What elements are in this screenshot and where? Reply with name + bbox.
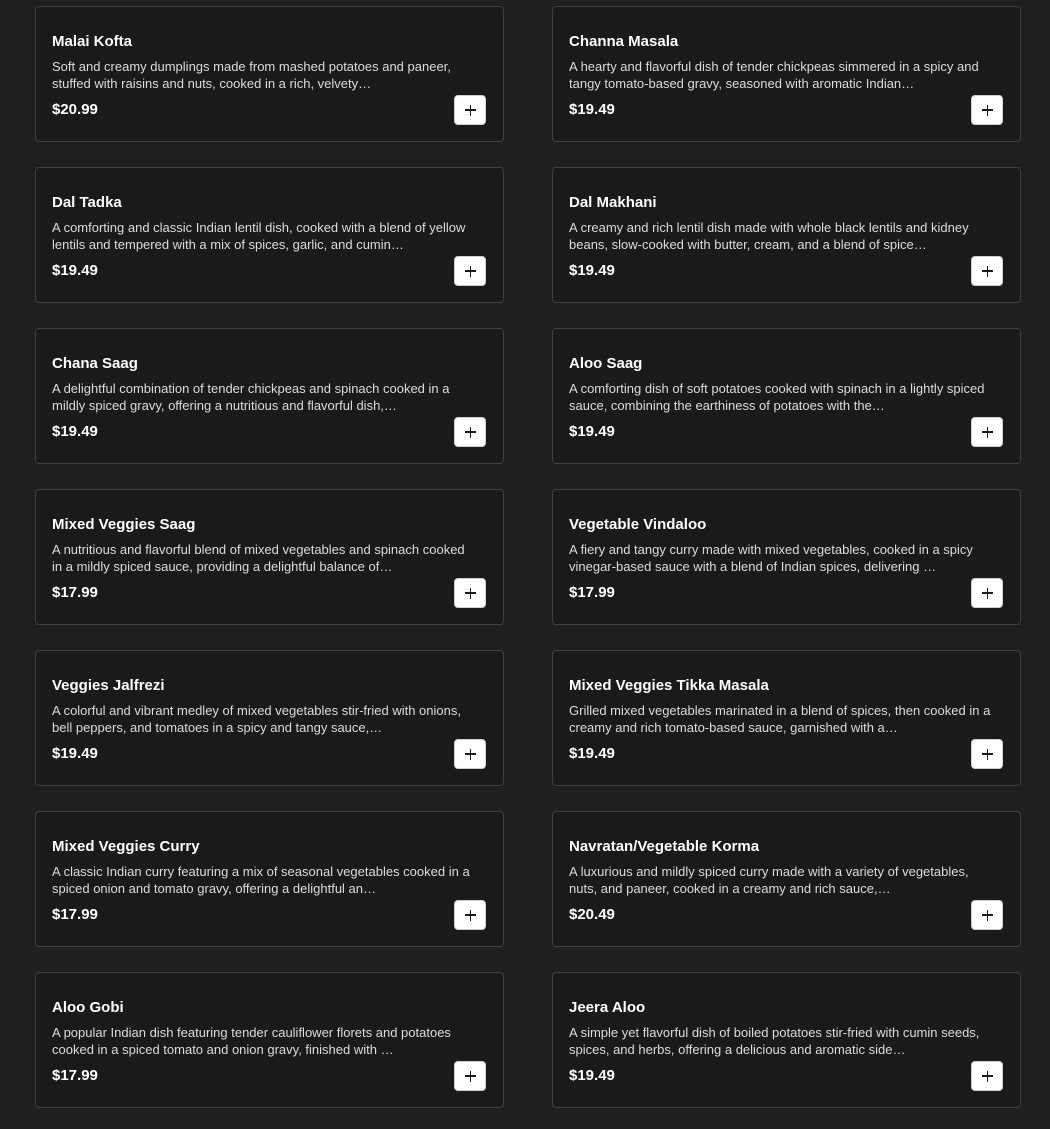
menu-item-card[interactable] — [35, 6, 504, 142]
plus-icon — [982, 1071, 993, 1082]
plus-icon — [465, 749, 476, 760]
menu-item-price: $19.49 — [569, 262, 615, 279]
menu-item-price: $17.99 — [52, 584, 98, 601]
menu-item-card[interactable] — [552, 650, 1021, 786]
menu-item-name: Malai Kofta — [52, 33, 133, 50]
menu-item-name: Channa Masala — [569, 33, 679, 50]
plus-icon — [465, 427, 476, 438]
menu-item-card[interactable] — [35, 650, 504, 786]
add-to-cart-button[interactable] — [454, 256, 486, 286]
menu-item-description: A colorful and vibrant medley of mixed vegetables stir-fried with onions, bell peppers, and tomatoes in a spicy and tangy sauce,… — [52, 703, 461, 735]
menu-item-price: $19.49 — [569, 423, 615, 440]
menu-item-description: A simple yet flavorful dish of boiled potatoes stir-fried with cumin seeds, spices, and herbs, offering a delicious and aromatic side… — [569, 1025, 980, 1057]
menu-item-description: A classic Indian curry featuring a mix of seasonal vegetables cooked in a spiced onion and tomato gravy, offering a delightful an… — [52, 864, 470, 896]
menu-item-name: Veggies Jalfrezi — [52, 677, 165, 694]
plus-icon — [982, 910, 993, 921]
plus-icon — [982, 105, 993, 116]
plus-icon — [982, 266, 993, 277]
add-to-cart-button[interactable] — [454, 900, 486, 930]
plus-icon — [465, 105, 476, 116]
plus-icon — [465, 1071, 476, 1082]
menu-item-name: Jeera Aloo — [569, 999, 646, 1016]
menu-item-description: A fiery and tangy curry made with mixed vegetables, cooked in a spicy vinegar-based sauce with a blend of Indian spices, delivering … — [569, 542, 973, 574]
menu-item-card[interactable] — [35, 811, 504, 947]
add-to-cart-button[interactable] — [454, 1061, 486, 1091]
menu-item-card[interactable] — [552, 489, 1021, 625]
add-to-cart-button[interactable] — [454, 95, 486, 125]
menu-item-description: A delightful combination of tender chickpeas and spinach cooked in a mildly spiced gravy, offering a nutritious and flavorful dish,… — [52, 381, 450, 413]
menu-item-description: Grilled mixed vegetables marinated in a blend of spices, then cooked in a creamy and rich tomato-based sauce, garnished with a… — [569, 703, 991, 735]
menu-item-card[interactable] — [35, 972, 504, 1108]
add-to-cart-button[interactable] — [971, 739, 1003, 769]
menu-item-card[interactable] — [35, 489, 504, 625]
menu-item-price: $20.49 — [569, 906, 615, 923]
plus-icon — [465, 910, 476, 921]
menu-item-card[interactable] — [552, 811, 1021, 947]
menu-item-card[interactable] — [552, 972, 1021, 1108]
menu-item-description: A luxurious and mildly spiced curry made with a variety of vegetables, nuts, and paneer, cooked in a creamy and rich sauce,… — [569, 864, 969, 896]
menu-item-price: $19.49 — [52, 262, 98, 279]
plus-icon — [465, 266, 476, 277]
menu-item-name: Mixed Veggies Saag — [52, 516, 196, 533]
menu-item-card[interactable] — [35, 167, 504, 303]
menu-item-card[interactable] — [552, 328, 1021, 464]
menu-item-description: A nutritious and flavorful blend of mixed vegetables and spinach cooked in a mildly spiced sauce, providing a delightful balance of… — [52, 542, 465, 574]
menu-item-description: A popular Indian dish featuring tender cauliflower florets and potatoes cooked in a spiced tomato and onion gravy, finished with … — [52, 1025, 451, 1057]
menu-item-name: Mixed Veggies Curry — [52, 838, 200, 855]
menu-item-price: $19.49 — [569, 745, 615, 762]
menu-item-price: $19.49 — [569, 101, 615, 118]
plus-icon — [465, 588, 476, 599]
menu-item-price: $17.99 — [569, 584, 615, 601]
menu-item-description: A creamy and rich lentil dish made with whole black lentils and kidney beans, slow-cooked with butter, cream, and a blend of spice… — [569, 220, 969, 252]
menu-item-name: Aloo Gobi — [52, 999, 124, 1016]
menu-item-card[interactable] — [552, 167, 1021, 303]
add-to-cart-button[interactable] — [454, 417, 486, 447]
menu-item-price: $19.49 — [52, 745, 98, 762]
add-to-cart-button[interactable] — [971, 95, 1003, 125]
add-to-cart-button[interactable] — [971, 578, 1003, 608]
menu-item-description: A hearty and flavorful dish of tender chickpeas simmered in a spicy and tangy tomato-based gravy, seasoned with aromatic Indian… — [569, 59, 979, 91]
menu-item-price: $19.49 — [52, 423, 98, 440]
menu-item-price: $19.49 — [569, 1067, 615, 1084]
menu-item-price: $17.99 — [52, 906, 98, 923]
menu-item-price: $20.99 — [52, 101, 98, 118]
menu-item-name: Chana Saag — [52, 355, 138, 372]
menu-item-name: Dal Makhani — [569, 194, 657, 211]
add-to-cart-button[interactable] — [454, 578, 486, 608]
plus-icon — [982, 588, 993, 599]
menu-item-card[interactable] — [552, 6, 1021, 142]
menu-item-name: Aloo Saag — [569, 355, 643, 372]
menu-item-name: Navratan/Vegetable Korma — [569, 838, 760, 855]
plus-icon — [982, 427, 993, 438]
menu-item-name: Mixed Veggies Tikka Masala — [569, 677, 769, 694]
menu-item-card[interactable] — [35, 328, 504, 464]
add-to-cart-button[interactable] — [971, 1061, 1003, 1091]
plus-icon — [982, 749, 993, 760]
menu-item-description: Soft and creamy dumplings made from mashed potatoes and paneer, stuffed with raisins and nuts, cooked in a rich, velvety… — [52, 59, 451, 91]
add-to-cart-button[interactable] — [971, 417, 1003, 447]
menu-item-description: A comforting and classic Indian lentil dish, cooked with a blend of yellow lentils and tempered with a mix of spices, garlic, and cumin… — [52, 220, 466, 252]
add-to-cart-button[interactable] — [971, 900, 1003, 930]
add-to-cart-button[interactable] — [454, 739, 486, 769]
menu-item-price: $17.99 — [52, 1067, 98, 1084]
menu-item-name: Dal Tadka — [52, 194, 122, 211]
menu-item-name: Vegetable Vindaloo — [569, 516, 707, 533]
menu-item-description: A comforting dish of soft potatoes cooked with spinach in a lightly spiced sauce, combining the earthiness of potatoes with the… — [569, 381, 985, 413]
add-to-cart-button[interactable] — [971, 256, 1003, 286]
